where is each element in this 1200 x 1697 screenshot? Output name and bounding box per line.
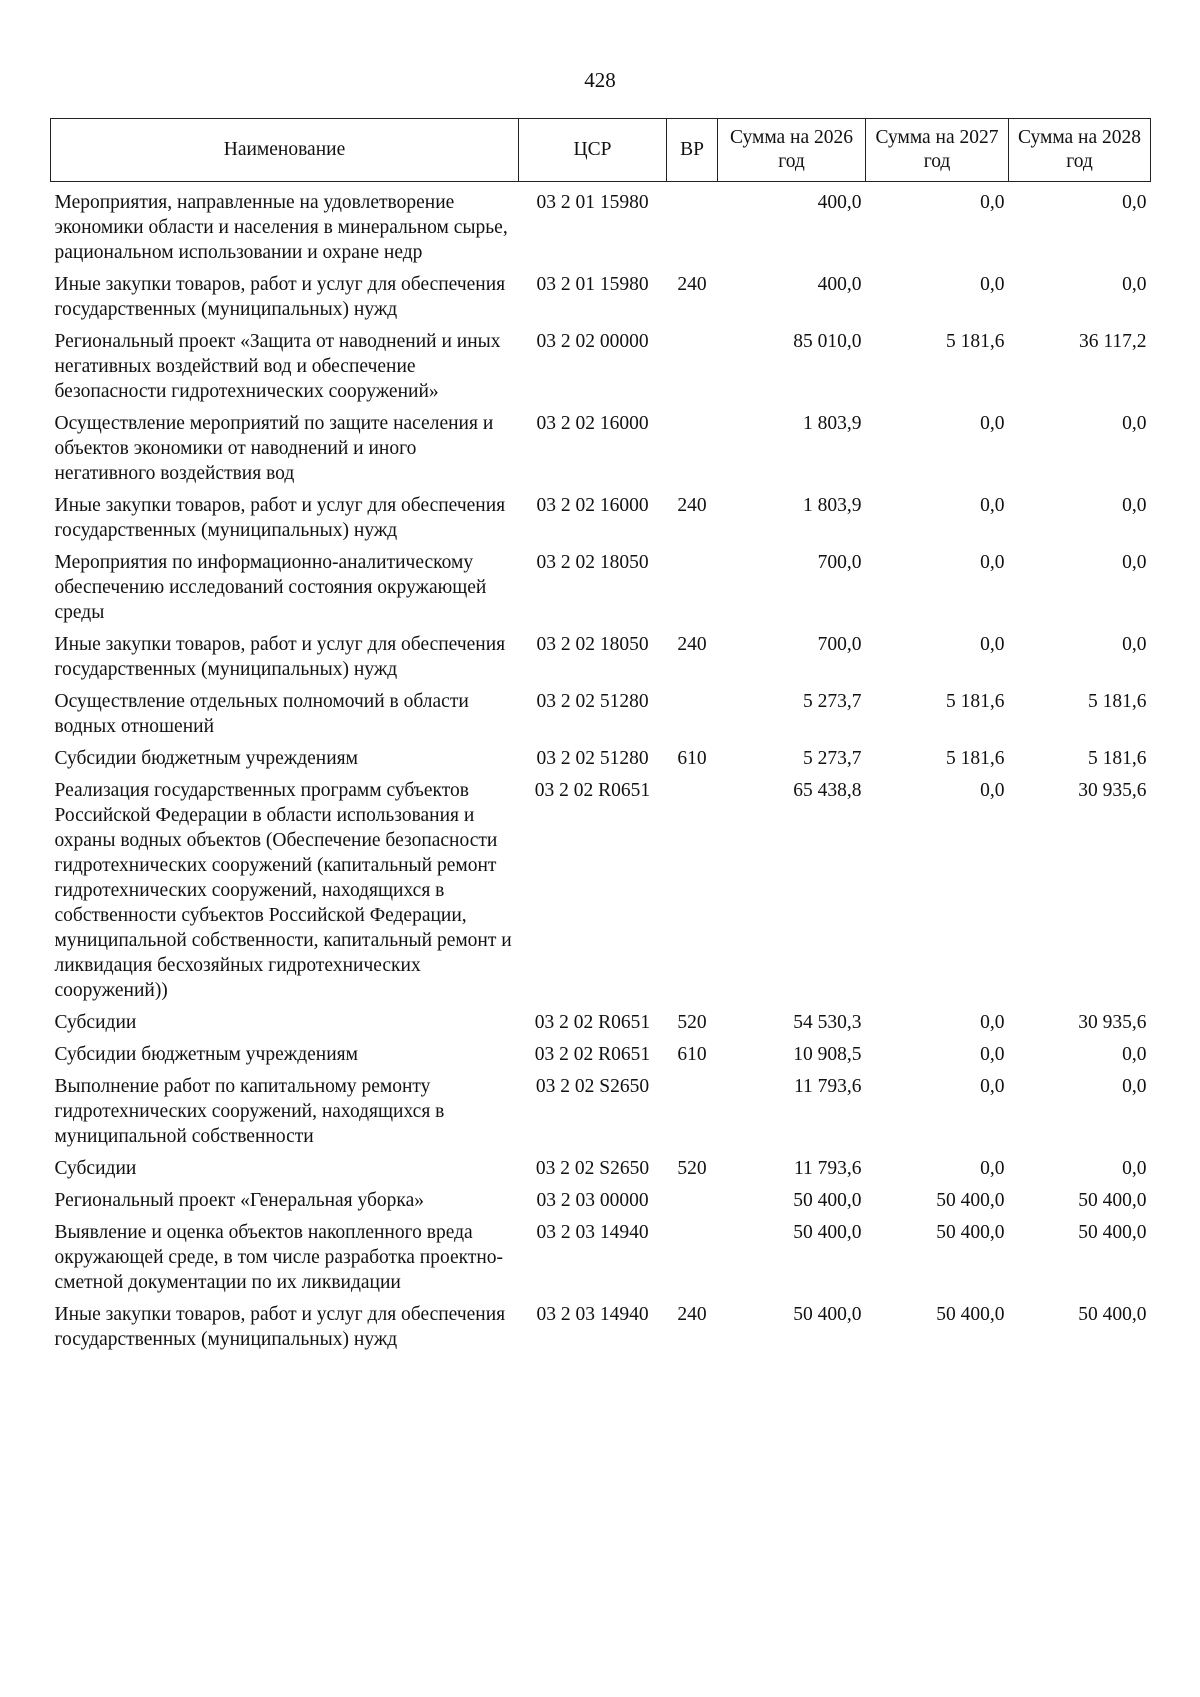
row-sum-2026: 1 803,9 <box>803 495 862 516</box>
table-row <box>51 1220 1151 1302</box>
row-vr <box>667 1220 718 1302</box>
row-csr: 03 2 02 16000 <box>536 413 649 434</box>
row-name: Субсидии бюджетным учреждениям <box>54 748 358 769</box>
row-vr <box>667 550 718 632</box>
row-sum-2028: 0,0 <box>1122 1076 1147 1097</box>
row-sum-2027: 0,0 <box>980 552 1005 573</box>
table-row <box>51 632 1151 689</box>
page-number: 428 <box>584 68 616 92</box>
row-vr: 520 <box>677 1012 707 1033</box>
table-row <box>51 272 1151 329</box>
row-name: Мероприятия по информационно-аналитическому обеспечению исследований состояния окружающей среды <box>54 552 487 623</box>
row-vr <box>667 182 718 273</box>
row-vr: 610 <box>677 1044 707 1065</box>
row-csr: 03 2 01 15980 <box>536 274 649 295</box>
row-sum-2027: 0,0 <box>980 413 1005 434</box>
row-sum-2028: 0,0 <box>1122 192 1147 213</box>
table-row <box>51 746 1151 778</box>
row-name: Мероприятия, направленные на удовлетворение экономики области и населения в минеральном сырье, рациональном использовании и охране недр <box>54 192 508 263</box>
row-sum-2027: 0,0 <box>980 495 1005 516</box>
row-sum-2026: 10 908,5 <box>793 1044 862 1065</box>
row-name: Выявление и оценка объектов накопленного вреда окружающей среде, в том числе разработка проектно-сметной документации по их ликвидации <box>54 1222 504 1293</box>
row-name: Иные закупки товаров, работ и услуг для обеспечения государственных (муниципальных) нужд <box>54 495 506 541</box>
table-body <box>51 182 1151 1360</box>
row-sum-2027: 0,0 <box>980 1012 1005 1033</box>
table-row <box>51 329 1151 411</box>
row-sum-2026: 700,0 <box>817 552 862 573</box>
row-name: Региональный проект «Генеральная уборка» <box>54 1190 425 1211</box>
row-sum-2027: 50 400,0 <box>936 1304 1005 1325</box>
row-csr: 03 2 02 18050 <box>536 552 649 573</box>
row-csr: 03 2 02 00000 <box>536 331 649 352</box>
row-csr: 03 2 02 S2650 <box>535 1158 650 1179</box>
row-sum-2026: 50 400,0 <box>793 1190 862 1211</box>
row-sum-2027: 50 400,0 <box>936 1222 1005 1243</box>
row-sum-2028: 0,0 <box>1122 495 1147 516</box>
row-csr: 03 2 01 15980 <box>536 192 649 213</box>
table-row <box>51 1074 1151 1156</box>
row-name: Субсидии <box>54 1012 137 1033</box>
row-vr: 520 <box>677 1158 707 1179</box>
row-csr: 03 2 02 16000 <box>536 495 649 516</box>
row-sum-2028: 36 117,2 <box>1078 331 1147 352</box>
row-sum-2028: 0,0 <box>1122 552 1147 573</box>
table-row <box>51 411 1151 493</box>
row-vr: 240 <box>677 634 707 655</box>
column-header-sum-2027: Сумма на 2027 год <box>866 119 1009 182</box>
row-vr: 240 <box>677 495 707 516</box>
row-vr <box>667 689 718 746</box>
budget-table <box>50 118 1151 1359</box>
row-vr <box>667 329 718 411</box>
row-sum-2026: 11 793,6 <box>793 1076 862 1097</box>
column-header-name: Наименование <box>51 119 519 182</box>
row-csr: 03 2 02 R0651 <box>534 1012 651 1033</box>
row-sum-2028: 0,0 <box>1122 413 1147 434</box>
row-sum-2028: 30 935,6 <box>1078 780 1147 801</box>
row-sum-2027: 0,0 <box>980 780 1005 801</box>
row-csr: 03 2 02 51280 <box>536 691 649 712</box>
row-vr: 240 <box>677 274 707 295</box>
row-sum-2026: 50 400,0 <box>793 1222 862 1243</box>
row-sum-2026: 1 803,9 <box>803 413 862 434</box>
row-sum-2026: 54 530,3 <box>793 1012 862 1033</box>
row-csr: 03 2 02 51280 <box>536 748 649 769</box>
row-name: Осуществление мероприятий по защите населения и объектов экономики от наводнений и иного негативного воздействия вод <box>54 413 494 484</box>
row-sum-2026: 85 010,0 <box>793 331 862 352</box>
row-sum-2026: 65 438,8 <box>793 780 862 801</box>
row-name: Реализация государственных программ субъектов Российской Федерации в области использования и охраны водных объектов (Обеспечение безопасности гидротехнических сооружений (капитальный ремонт гидротехнических сооружений, находящихся в собственности субъектов Российской Федерации, муниципальной собственности, капитальный ремонт и ликвидация бесхозяйных гидротехнических сооружений)) <box>54 780 512 1001</box>
table-row <box>51 689 1151 746</box>
row-sum-2028: 5 181,6 <box>1088 691 1147 712</box>
row-sum-2027: 0,0 <box>980 1044 1005 1065</box>
table-row <box>51 1302 1151 1359</box>
row-csr: 03 2 02 S2650 <box>535 1076 650 1097</box>
row-vr <box>667 1188 718 1220</box>
row-csr: 03 2 03 14940 <box>536 1304 649 1325</box>
row-name: Выполнение работ по капитальному ремонту гидротехнических сооружений, находящихся в муниципальной собственности <box>54 1076 445 1147</box>
row-sum-2028: 50 400,0 <box>1078 1222 1147 1243</box>
row-sum-2027: 0,0 <box>980 634 1005 655</box>
row-sum-2028: 30 935,6 <box>1078 1012 1147 1033</box>
row-vr <box>667 1074 718 1156</box>
row-csr: 03 2 03 00000 <box>536 1190 649 1211</box>
column-header-csr: ЦСР <box>519 119 667 182</box>
row-vr <box>667 778 718 1010</box>
row-name: Иные закупки товаров, работ и услуг для обеспечения государственных (муниципальных) нужд <box>54 274 506 320</box>
column-header-vr: ВР <box>667 119 718 182</box>
table-row <box>51 1188 1151 1220</box>
row-vr: 610 <box>677 748 707 769</box>
row-sum-2026: 700,0 <box>817 634 862 655</box>
row-sum-2028: 0,0 <box>1122 274 1147 295</box>
row-name: Иные закупки товаров, работ и услуг для обеспечения государственных (муниципальных) нужд <box>54 634 506 680</box>
row-sum-2027: 50 400,0 <box>936 1190 1005 1211</box>
row-sum-2026: 400,0 <box>817 192 862 213</box>
row-sum-2028: 0,0 <box>1122 634 1147 655</box>
row-name: Региональный проект «Защита от наводнений и иных негативных воздействий вод и обеспечение безопасности гидротехнических сооружений» <box>54 331 501 402</box>
table-row <box>51 778 1151 1010</box>
row-sum-2026: 5 273,7 <box>803 691 862 712</box>
table-row <box>51 1156 1151 1188</box>
row-sum-2026: 5 273,7 <box>803 748 862 769</box>
row-sum-2028: 0,0 <box>1122 1044 1147 1065</box>
row-sum-2027: 5 181,6 <box>946 748 1005 769</box>
row-sum-2027: 5 181,6 <box>946 691 1005 712</box>
row-vr <box>667 411 718 493</box>
row-vr: 240 <box>677 1304 707 1325</box>
row-name: Субсидии <box>54 1158 137 1179</box>
row-sum-2027: 0,0 <box>980 274 1005 295</box>
row-sum-2028: 50 400,0 <box>1078 1190 1147 1211</box>
row-sum-2028: 5 181,6 <box>1088 748 1147 769</box>
row-sum-2027: 0,0 <box>980 1076 1005 1097</box>
row-sum-2028: 50 400,0 <box>1078 1304 1147 1325</box>
row-csr: 03 2 02 R0651 <box>534 1044 651 1065</box>
row-csr: 03 2 03 14940 <box>536 1222 649 1243</box>
table-header <box>51 119 1151 182</box>
row-sum-2026: 400,0 <box>817 274 862 295</box>
row-sum-2026: 50 400,0 <box>793 1304 862 1325</box>
row-sum-2027: 5 181,6 <box>946 331 1005 352</box>
table-row <box>51 182 1151 273</box>
row-name: Иные закупки товаров, работ и услуг для обеспечения государственных (муниципальных) нужд <box>54 1304 506 1350</box>
row-csr: 03 2 02 R0651 <box>534 780 651 801</box>
row-sum-2027: 0,0 <box>980 192 1005 213</box>
table-row <box>51 1010 1151 1042</box>
row-sum-2026: 11 793,6 <box>793 1158 862 1179</box>
table-row <box>51 1042 1151 1074</box>
row-sum-2028: 0,0 <box>1122 1158 1147 1179</box>
row-sum-2027: 0,0 <box>980 1158 1005 1179</box>
row-name: Осуществление отдельных полномочий в области водных отношений <box>54 691 469 737</box>
row-csr: 03 2 02 18050 <box>536 634 649 655</box>
row-name: Субсидии бюджетным учреждениям <box>54 1044 358 1065</box>
table-row <box>51 493 1151 550</box>
column-header-sum-2028: Сумма на 2028 год <box>1009 119 1151 182</box>
table-row <box>51 550 1151 632</box>
column-header-sum-2026: Сумма на 2026 год <box>718 119 866 182</box>
